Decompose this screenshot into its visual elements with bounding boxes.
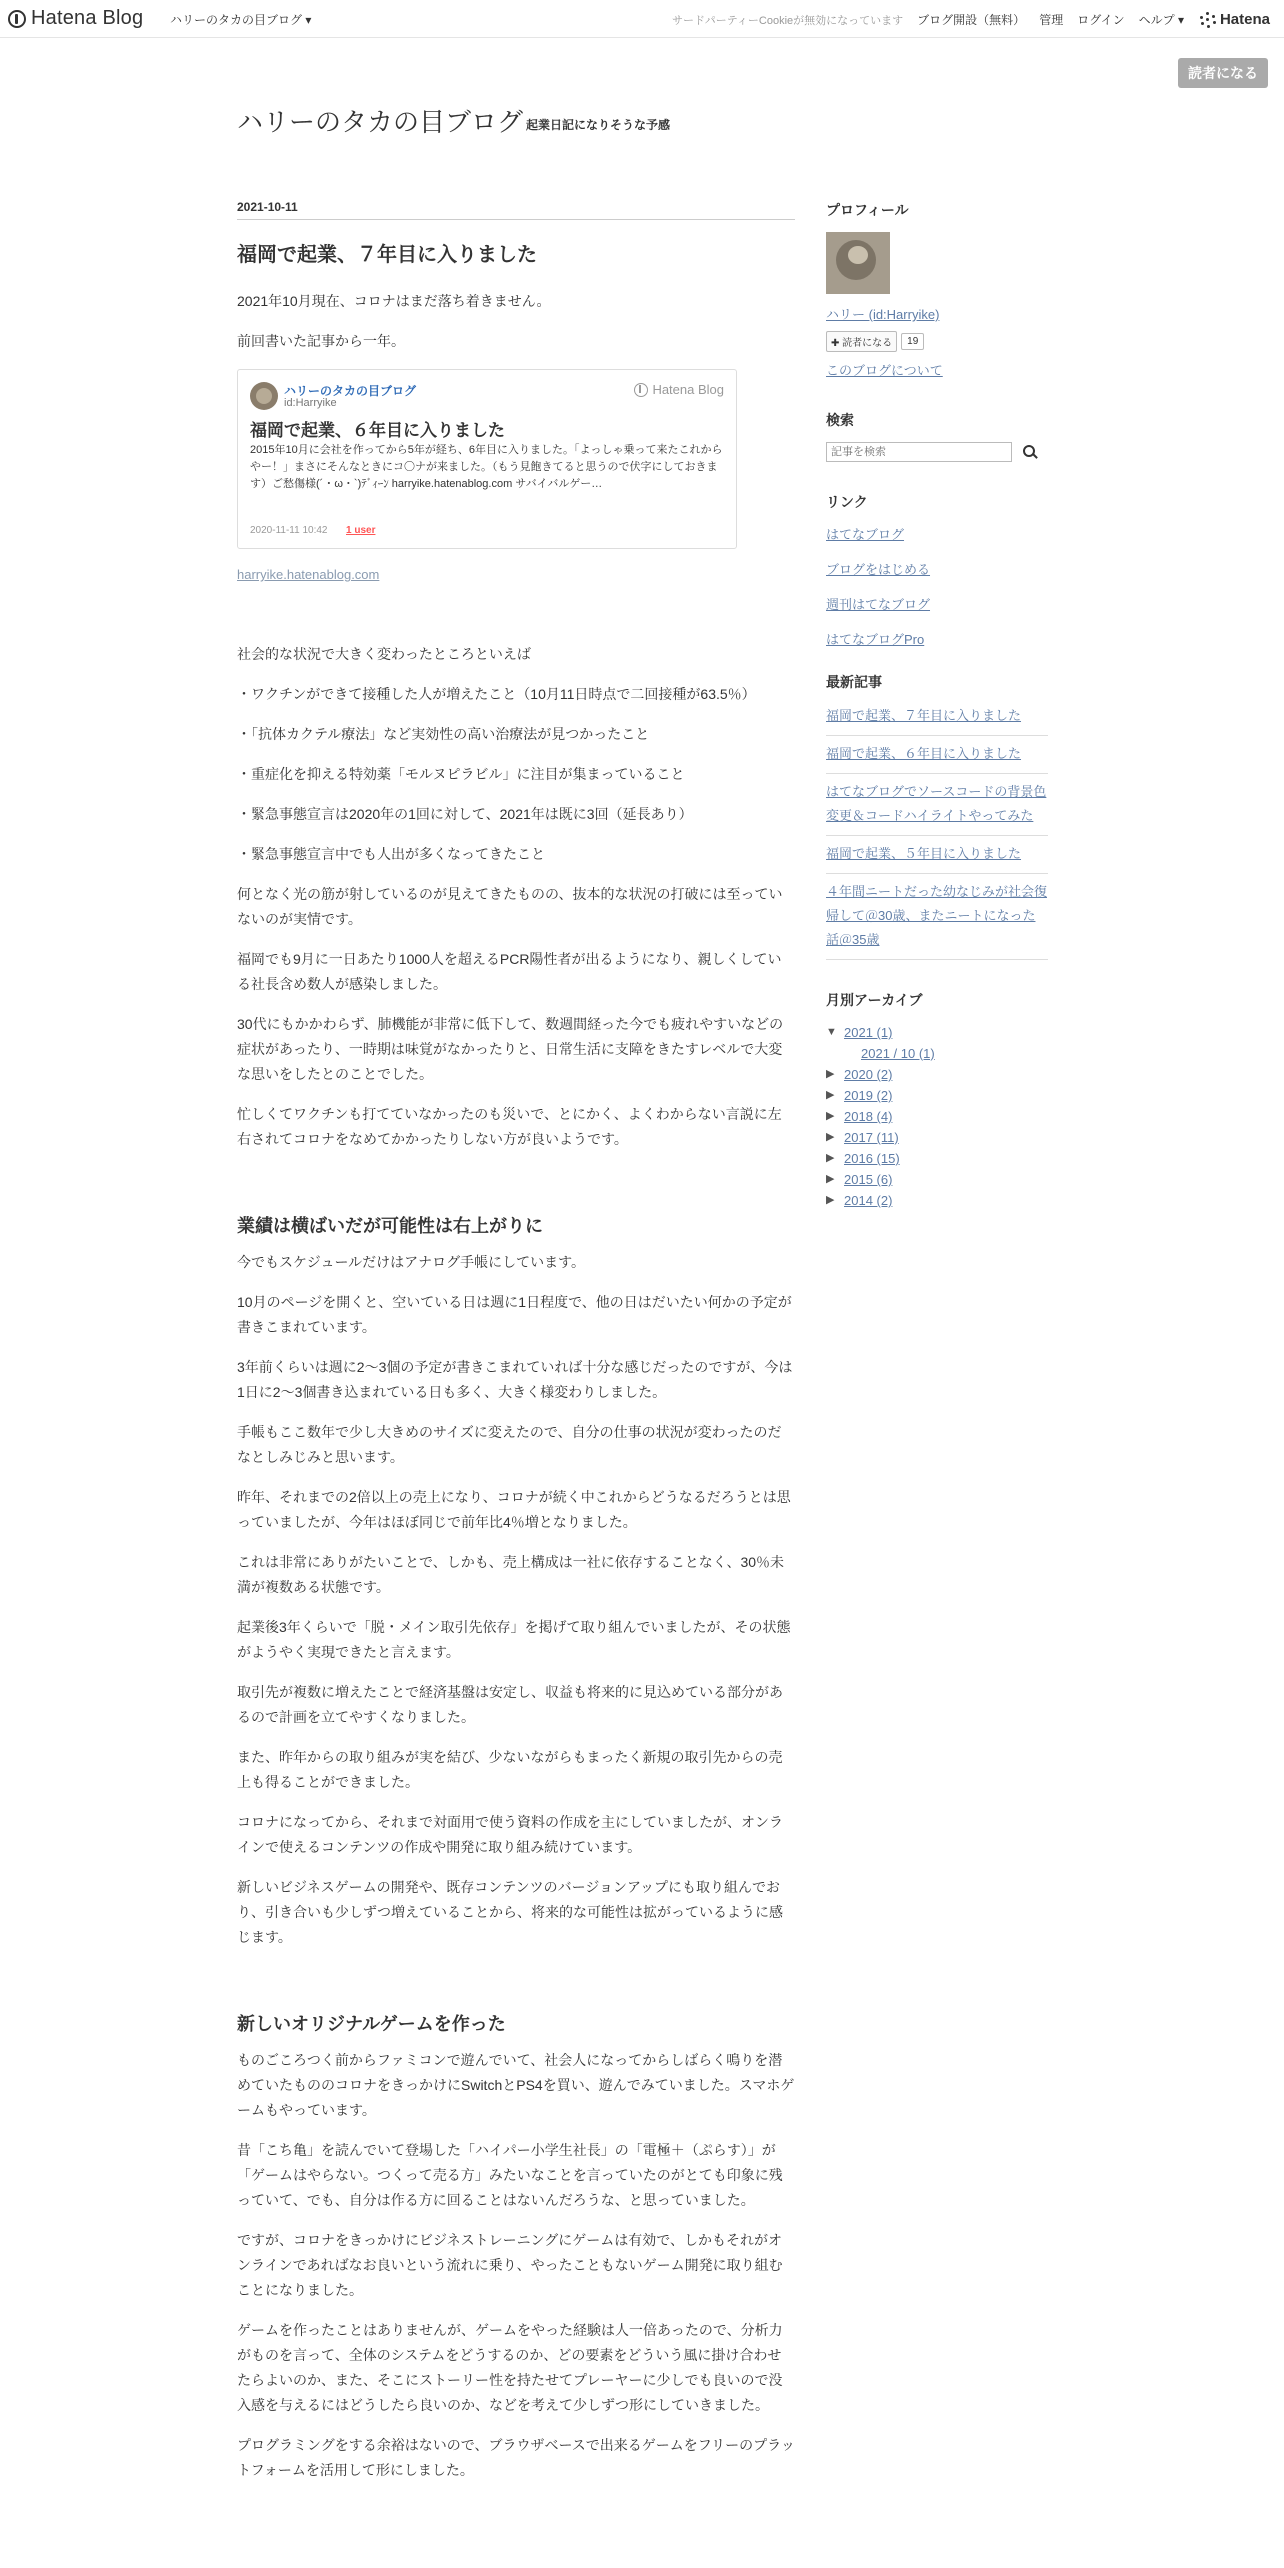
blog-title[interactable]: ハリーのタカの目ブログ (237, 107, 524, 137)
paragraph: 10月のページを開くと、空いている日は週に1日程度で、他の日はだいたい何かの予定が書きこまれています。 (237, 1294, 792, 1335)
archive-year[interactable]: 2020 (2) (844, 1067, 893, 1082)
sidebar (826, 200, 1048, 1241)
recent-entry[interactable]: 福岡で起業、６年目に入りました (826, 736, 1048, 774)
sidebar-subscribe-label: 読者になる (842, 338, 893, 349)
paragraph: 社会的な状況で大きく変わったところといえば (237, 646, 531, 662)
paragraph: 前回書いた記事から一年。 (237, 333, 405, 349)
embed-url-link[interactable]: harryike.hatenablog.com (237, 567, 380, 582)
archive-year[interactable]: 2015 (6) (844, 1172, 893, 1187)
embed-brand-text: Hatena Blog (652, 382, 724, 397)
paragraph: 手帳もここ数年で少し大きめのサイズに変えたので、自分の仕事の状況が変わったのだなとしみじみと思います。 (237, 1424, 782, 1465)
triangle-right-icon[interactable]: ▶ (826, 1131, 835, 1143)
blog-description: 起業日記になりそうな予感 (526, 118, 671, 132)
links-heading: リンク (826, 494, 868, 510)
cookie-notice: サードパーティーCookieが無効になっています (672, 14, 904, 27)
paragraph: コロナになってから、それまで対面用で使う資料の作成を主にしていましたが、オンラインで使えるコンテンツの作成や開発に取り組み続けています。 (237, 1814, 783, 1855)
archive-year[interactable]: 2019 (2) (844, 1088, 893, 1103)
triangle-down-icon[interactable]: ▼ (826, 1026, 837, 1038)
triangle-right-icon[interactable]: ▶ (826, 1194, 835, 1206)
hatena-logo[interactable] (1200, 11, 1270, 28)
archive-month[interactable]: 2021 / 10 (1) (861, 1046, 935, 1061)
sidebar-subscribe-button[interactable]: ✚ 読者になる (826, 331, 897, 352)
hatena-dots-icon (1200, 12, 1216, 28)
link-hatena-blog-pro[interactable]: はてなブログPro (826, 632, 925, 647)
hatena-blog-logo-icon (8, 10, 26, 28)
section-heading: 新しいオリジナルゲームを作った (237, 2014, 506, 2034)
paragraph: ものごころつく前からファミコンで遊んでいて、社会人になってからしばらく鳴りを潜めていたもののコロナをきっかけにSwitchとPS4を買い、遊んでみていました。スマホゲームもやっています。 (237, 2052, 795, 2118)
embed-brand (634, 382, 724, 397)
profile-image[interactable] (826, 232, 890, 294)
embed-blog-name[interactable]: ハリーのタカの目ブログ (284, 384, 417, 398)
paragraph: 30代にもかかわらず、肺機能が非常に低下して、数週間経った今でも疲れやすいなどの症状があったり、一時期は味覚がなかったりと、日常生活に支障をきたすレベルで大変な思いをしたとのことでした。 (237, 1016, 784, 1082)
archive-heading: 月別アーカイブ (826, 992, 923, 1008)
hatena-logo-text: Hatena (1219, 11, 1270, 28)
triangle-right-icon[interactable]: ▶ (826, 1110, 835, 1122)
profile-heading: プロフィール (826, 202, 909, 218)
search-row (826, 442, 1048, 462)
login-link[interactable]: ログイン (1077, 13, 1125, 27)
hatena-blog-icon (634, 383, 648, 397)
paragraph: ・緊急事態宣言中でも人出が多くなってきたこと (237, 846, 545, 862)
profile-module (826, 200, 1048, 380)
about-blog-link[interactable]: このブログについて (826, 363, 943, 378)
paragraph: 今でもスケジュールだけはアナログ手帳にしています。 (237, 1254, 586, 1270)
triangle-right-icon[interactable]: ▶ (826, 1152, 835, 1164)
paragraph: プログラミングをする余裕はないので、ブラウザベースで出来るゲームをフリーのプラットフォームを活用して形にしました。 (237, 2437, 795, 2478)
paragraph: ですが、コロナをきっかけにビジネストレーニングにゲームは有効で、しかもそれがオンラインであればなお良いという流れに乗り、やったこともないゲーム開発に取り組むことになりました。 (237, 2232, 783, 2298)
subscriber-count[interactable]: 19 (901, 333, 924, 350)
recent-entry[interactable]: ４年間ニートだった幼なじみが社会復帰して＠30歳、またニートになった話＠35歳 (826, 874, 1048, 960)
paragraph: ・緊急事態宣言は2020年の1回に対して、2021年は既に3回（延長あり） (237, 806, 693, 822)
embed-description: 2015年10月に会社を作ってから5年が経ち、6年目に入りました。「よっしゃ乗って来たこれからやー！」まさにそんなときにコ〇ナが来ました。（もう見飽きてると思うので伏字にしておきます）ご愁傷様(´・ω・`)ﾃﾞｨｰﾝ harryike.hatenablog.com サバイバルゲー… (250, 444, 723, 490)
paragraph: 3年前くらいは週に2～3個の予定が書きこまれていれば十分な感じだったのですが、今は1日に2～3個書き込まれている日も多く、大きく様変わりしました。 (237, 1359, 793, 1400)
paragraph: 取引先が複数に増えたことで経済基盤は安定し、収益も将来的に見込めている部分があるので計画を立てやすくなりました。 (237, 1684, 783, 1725)
archive-year[interactable]: 2014 (2) (844, 1193, 893, 1208)
triangle-right-icon[interactable]: ▶ (826, 1089, 835, 1101)
entry (237, 200, 795, 2498)
profile-name-link[interactable]: ハリー (id:Harryike) (826, 307, 940, 322)
paragraph: 忙しくてワクチンも打てていなかったのも災いで、とにかく、よくわからない言説に左右されてコロナをなめてかかったりしない方が良いようです。 (237, 1106, 782, 1147)
entry-body (237, 289, 795, 2483)
entry-date[interactable]: 2021-10-11 (237, 200, 795, 220)
recent-heading: 最新記事 (826, 674, 882, 690)
search-input[interactable] (826, 442, 1012, 462)
section-heading: 業績は横ばいだが可能性は右上がりに (237, 1216, 543, 1236)
paragraph: 新しいビジネスゲームの開発や、既存コンテンツのバージョンアップにも取り組んでおり、引き合いも少しずつ増えていることから、将来的な可能性は拡がっているように感じます。 (237, 1879, 783, 1945)
create-blog-link[interactable]: ブログ開設（無料） (917, 13, 1026, 27)
link-hatena-blog[interactable]: はてなブログ (826, 527, 905, 542)
header-nav (672, 11, 1270, 28)
recent-module (826, 672, 1048, 960)
embed-card[interactable] (237, 369, 737, 549)
triangle-right-icon[interactable]: ▶ (826, 1173, 835, 1185)
recent-entry[interactable]: 福岡で起業、５年目に入りました (826, 836, 1048, 874)
embed-date: 2020-11-11 10:42 (250, 525, 328, 536)
embed-bookmark-users[interactable]: 1 user (346, 525, 376, 536)
archive-year[interactable]: 2017 (11) (844, 1130, 899, 1145)
paragraph: 何となく光の筋が射しているのが見えてきたものの、抜本的な状況の打破には至っていないのが実情です。 (237, 886, 783, 927)
paragraph: ・「抗体カクテル療法」など実効性の高い治療法が見つかったこと (237, 726, 650, 742)
embed-blog-id: id:Harryike (284, 397, 337, 409)
search-module (826, 410, 1048, 462)
help-menu[interactable]: ヘルプ ▾ (1138, 13, 1184, 27)
link-start-blog[interactable]: ブログをはじめる (826, 562, 931, 577)
embed-title[interactable]: 福岡で起業、６年目に入りました (250, 421, 505, 440)
paragraph: 福岡でも9月に一日あたり1000人を超えるPCR陽性者が出るようになり、親しくしている社長含め数人が感染しました。 (237, 951, 782, 992)
admin-link[interactable]: 管理 (1039, 13, 1064, 27)
paragraph: これは非常にありがたいことで、しかも、売上構成は一社に依存することなく、30％未満が複数ある状態です。 (237, 1554, 785, 1595)
paragraph: また、昨年からの取り組みが実を結び、少ないながらもまったく新規の取引先からの売上も得ることができました。 (237, 1749, 783, 1790)
search-heading: 検索 (826, 412, 854, 428)
logo-text: Hatena Blog (31, 7, 144, 29)
links-module (826, 492, 1048, 648)
archive-year[interactable]: 2018 (4) (844, 1109, 893, 1124)
link-weekly-hatena-blog[interactable]: 週刊はてなブログ (826, 597, 931, 612)
archive-year[interactable]: 2016 (15) (844, 1151, 900, 1166)
recent-entry[interactable]: はてなブログでソースコードの背景色変更＆コードハイライトやってみた (826, 774, 1048, 836)
recent-entry[interactable]: 福岡で起業、７年目に入りました (826, 704, 1048, 736)
archive-year[interactable]: 2021 (1) (844, 1025, 893, 1040)
subscribe-row (826, 331, 1048, 352)
subscribe-button[interactable]: 読者になる (1178, 58, 1268, 88)
paragraph: ・ワクチンができて接種した人が増えたこと（10月11日時点で二回接種が63.5％） (237, 686, 756, 702)
paragraph: ゲームを作ったことはありませんが、ゲームをやった経験は人一倍あったので、分析力がものを言って、全体のシステムをどうするのか、どの要素をどういう風に掛け合わせたらよいのか、また、そこにストーリー性を持たせてプレーヤーに少しでも良いので没入感を与えるにはどうしたら良いのか、などを考えて少しずつ形にしていきました。 (237, 2322, 783, 2413)
blog-selector[interactable]: ハリーのタカの目ブログ ▾ (170, 13, 312, 27)
archive-module (826, 990, 1048, 1211)
paragraph: 起業後3年くらいで「脱・メイン取引先依存」を掲げて取り組んでいましたが、その状態がようやく実現できたと言えます。 (237, 1619, 791, 1660)
paragraph: 2021年10月現在、コロナはまだ落ち着きません。 (237, 293, 551, 309)
avatar (250, 382, 278, 410)
global-header (0, 0, 1284, 38)
triangle-right-icon[interactable]: ▶ (826, 1068, 835, 1080)
hatena-blog-logo[interactable] (8, 7, 143, 30)
entry-title[interactable]: 福岡で起業、７年目に入りました (237, 244, 537, 266)
paragraph: ・重症化を抑える特効薬「モルヌピラビル」に注目が集まっていること (237, 766, 685, 782)
recent-list (826, 704, 1048, 960)
archive-list (826, 1022, 1048, 1211)
search-icon[interactable] (1022, 444, 1038, 460)
paragraph: 昔「こち亀」を読んでいて登場した「ハイパー小学生社長」の「電極＋（ぷらす）」が「ゲームはやらない。つくって売る方」みたいなことを言っていたのがとても印象に残っていて、でも、自分は作る方に回ることはないんだろうな、と思っていました。 (237, 2142, 783, 2208)
paragraph: 昨年、それまでの2倍以上の売上になり、コロナが続く中これからどうなるだろうとは思っていましたが、今年はほぼ同じで前年比4％増となりました。 (237, 1489, 791, 1530)
